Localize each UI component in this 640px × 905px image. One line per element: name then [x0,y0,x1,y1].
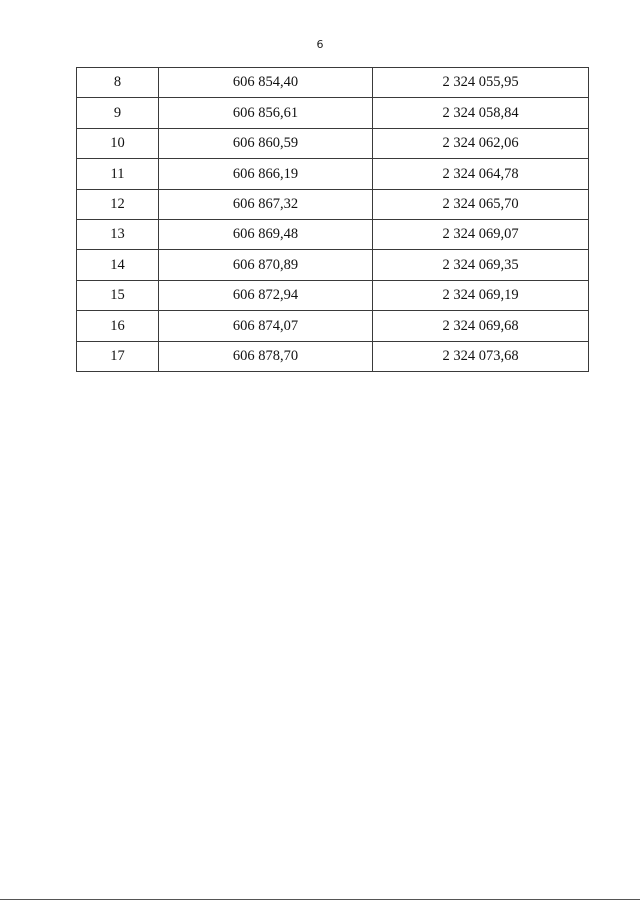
table-row [77,250,589,280]
table-row [77,311,589,341]
table-row [77,219,589,249]
y-coordinate-cell: 2 324 069,68 [373,311,589,341]
page-bottom-rule [0,899,640,900]
x-coordinate-cell: 606 866,19 [159,159,373,189]
table-row [77,280,589,310]
table-row [77,159,589,189]
point-number-cell: 15 [77,280,159,310]
y-coordinate-cell: 2 324 064,78 [373,159,589,189]
y-coordinate-cell: 2 324 055,95 [373,68,589,98]
page-number: 6 [316,38,324,51]
table-row [77,341,589,371]
x-coordinate-cell: 606 860,59 [159,128,373,158]
x-coordinate-cell: 606 869,48 [159,219,373,249]
x-coordinate-cell: 606 856,61 [159,98,373,128]
point-number-cell: 17 [77,341,159,371]
point-number-cell: 8 [77,68,159,98]
point-number-cell: 10 [77,128,159,158]
point-number-cell: 9 [77,98,159,128]
y-coordinate-cell: 2 324 065,70 [373,189,589,219]
y-coordinate-cell: 2 324 058,84 [373,98,589,128]
point-number-cell: 11 [77,159,159,189]
table-row [77,68,589,98]
point-number-cell: 13 [77,219,159,249]
y-coordinate-cell: 2 324 069,07 [373,219,589,249]
coordinates-table [76,67,589,372]
point-number-cell: 12 [77,189,159,219]
point-number-cell: 16 [77,311,159,341]
y-coordinate-cell: 2 324 069,19 [373,280,589,310]
table-row [77,128,589,158]
table-row [77,98,589,128]
y-coordinate-cell: 2 324 073,68 [373,341,589,371]
x-coordinate-cell: 606 872,94 [159,280,373,310]
point-number-cell: 14 [77,250,159,280]
table-row [77,189,589,219]
x-coordinate-cell: 606 878,70 [159,341,373,371]
x-coordinate-cell: 606 870,89 [159,250,373,280]
x-coordinate-cell: 606 874,07 [159,311,373,341]
x-coordinate-cell: 606 867,32 [159,189,373,219]
y-coordinate-cell: 2 324 062,06 [373,128,589,158]
x-coordinate-cell: 606 854,40 [159,68,373,98]
y-coordinate-cell: 2 324 069,35 [373,250,589,280]
